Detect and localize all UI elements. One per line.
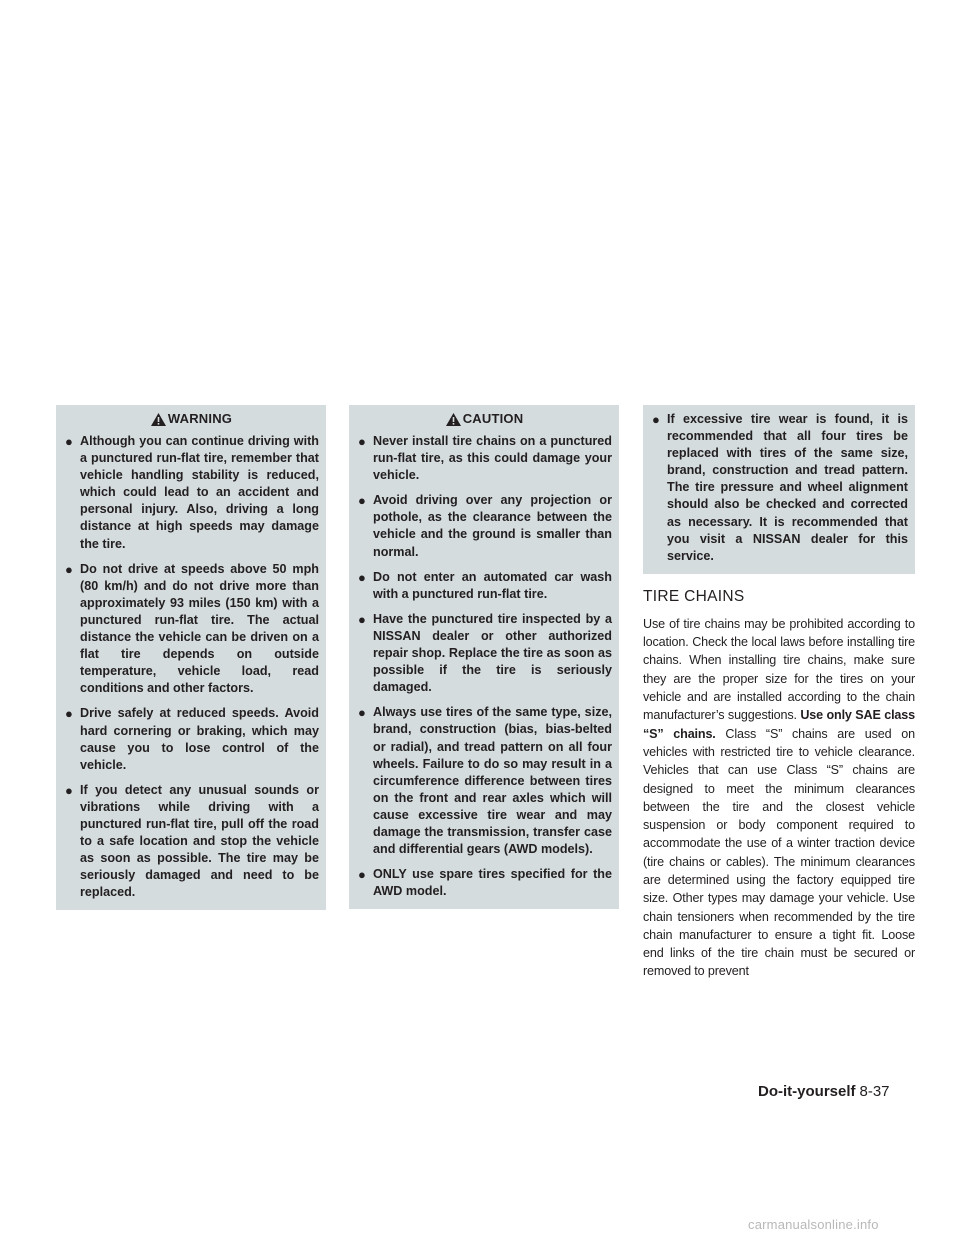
warning-triangle-icon (445, 412, 462, 427)
caution-item-text: If excessive tire wear is found, it is recommended that all four tires be replaced with tires of the same size, brand, construction and tread pattern. The tire pressure and wheel alignment should also be checked and corrected as necessary. It is recommended that you visit a NISSAN dealer for this service. (667, 412, 908, 563)
footer-section: Do-it-yourself (758, 1083, 856, 1100)
bullet-icon: ● (358, 569, 366, 585)
caution-item (356, 492, 612, 560)
caution-box-continued (643, 405, 915, 574)
warning-item-text: Drive safely at reduced speeds. Avoid hard cornering or braking, which may cause you to lose control of the vehicle. (80, 706, 319, 772)
section-heading: TIRE CHAINS (643, 587, 745, 605)
caution-box (349, 405, 619, 909)
caution-item (356, 611, 612, 696)
watermark: carmanualsonline.info (748, 1217, 879, 1232)
bullet-icon: ● (358, 705, 366, 721)
bullet-icon: ● (358, 867, 366, 883)
paragraph-bold-text: Use only SAE class “S” chains. (643, 708, 915, 741)
tire-chains-paragraph (643, 615, 915, 981)
caution-item (356, 866, 612, 900)
caution-item (356, 569, 612, 603)
bullet-icon: ● (358, 493, 366, 509)
page-number: 8-37 (859, 1083, 890, 1100)
page-footer (758, 1083, 890, 1101)
paragraph-text: Class “S” chains are used on vehicles with restricted tire to vehicle clearance. Vehicles that can use Class “S” chains are designed to meet the minimum clearances between the tire and the closest vehicle suspension or body component required to accommodate the use of a winter traction device (tire chains or cables). The minimum clearances are determined using the factory equipped tire size. Other types may damage your vehicle. Use chain tensioners when recommended by the tire chain manufacturer to ensure a tight fit. Loose end links of the tire chain must be secured or removed to prevent (643, 726, 915, 979)
warning-title: WARNING (167, 411, 233, 426)
caution-item (356, 433, 612, 484)
bullet-icon: ● (358, 611, 366, 627)
caution-item-text: Avoid driving over any projection or pothole, as the clearance between the vehicle and the ground is smaller than normal. (373, 493, 612, 559)
bullet-icon: ● (358, 434, 366, 449)
warning-header (63, 405, 319, 433)
right-column (643, 405, 915, 981)
caution-item (356, 704, 612, 858)
warning-item-text: Do not drive at speeds above 50 mph (80 km/h) and do not drive more than approximately 93 miles (150 km) with a punctured run-flat tire. The actual distance the vehicle can be driven on a flat tire depends on outside temperature, vehicle load, read conditions and other factors. (80, 561, 319, 696)
bullet-icon: ● (652, 412, 660, 427)
bullet-icon: ● (65, 434, 73, 449)
caution-item-text: Never install tire chains on a punctured run-flat tire, as this could damage your vehicle. (373, 434, 612, 483)
warning-item (63, 433, 319, 553)
warning-item (63, 705, 319, 773)
bullet-icon: ● (65, 706, 73, 722)
caution-title: CAUTION (462, 411, 524, 426)
warning-item (63, 561, 319, 698)
caution-item-text: Have the punctured tire inspected by a NISSAN dealer or other authorized repair shop. Replace the tire as soon as possible if the tire is seriously damaged. (373, 611, 612, 695)
bullet-icon: ● (65, 782, 73, 798)
warning-item-text: If you detect any unusual sounds or vibrations while driving with a punctured run-flat tire, pull off the road to a safe location and stop the vehicle as soon as possible. The tire may be seriously damaged and need to be replaced. (80, 782, 319, 900)
caution-header (356, 405, 612, 433)
bullet-icon: ● (65, 561, 73, 577)
caution-item-text: Always use tires of the same type, size, brand, construction (bias, bias-belted or radial), and tread pattern on all four wheels. Failure to do so may result in a circumference difference between tires on the front and rear axles which will cause excessive tire wear and may damage the transmission, transfer case and differential gears (AWD models). (373, 705, 612, 857)
warning-triangle-icon (150, 412, 167, 427)
paragraph-text: Use of tire chains may be prohibited according to location. Check the local laws before installing tire chains. When installing tire chains, make sure they are the proper size for the tires on your vehicle and are installed according to the chain manufacturer’s suggestions. (643, 616, 915, 723)
warning-item (63, 782, 319, 902)
caution-item-text: ONLY use spare tires specified for the AWD model. (373, 867, 612, 899)
caution-item-text: Do not enter an automated car wash with a punctured run-flat tire. (373, 569, 612, 601)
warning-item-text: Although you can continue driving with a punctured run-flat tire, remember that vehicle handling stability is reduced, which could lead to an accident and personal injury. Also, driving a long distance at high speeds may damage the tire. (80, 434, 319, 551)
left-column (56, 405, 326, 910)
middle-column (349, 405, 619, 909)
caution-item (650, 411, 908, 565)
warning-box (56, 405, 326, 910)
